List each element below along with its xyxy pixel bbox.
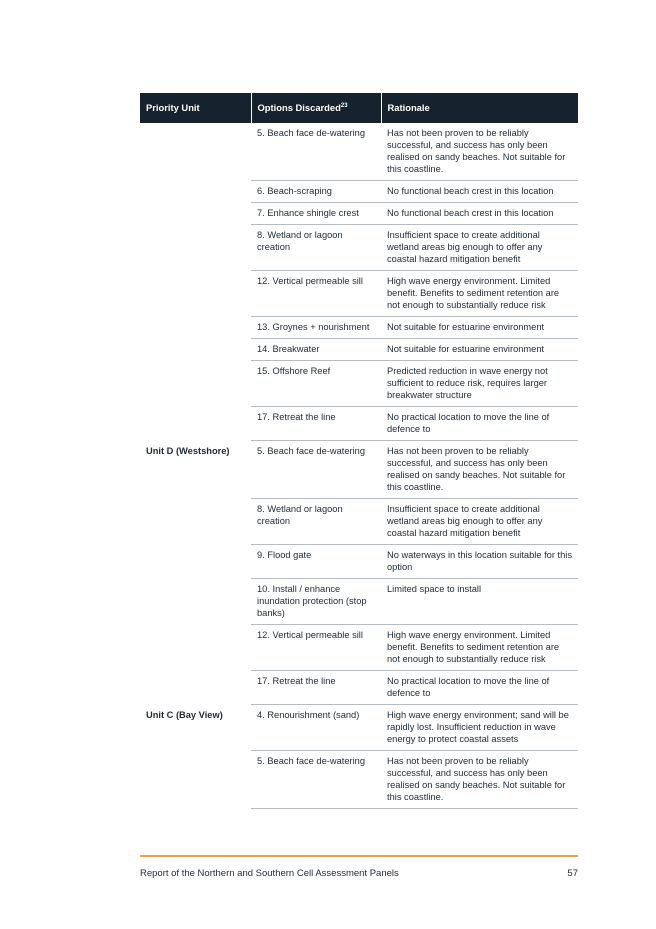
priority-unit-cell: Unit C (Bay View): [146, 709, 223, 720]
table-header: [140, 93, 578, 123]
rationale-cell: Insufficient space to create additional wetland areas big enough to offer any coastal hazard mitigation benefit: [381, 499, 578, 545]
priority-unit-cell: Unit D (Westshore): [146, 445, 230, 456]
table-header-row: [140, 93, 578, 123]
rationale-cell: High wave energy environment. Limited benefit. Benefits to sediment retention are not enough to substantially reduce risk: [381, 625, 578, 671]
table-row: [140, 705, 578, 751]
option-discarded-cell: 6. Beach-scraping: [251, 181, 381, 203]
option-discarded-cell: 4. Renourishment (sand): [251, 705, 381, 751]
rationale-cell: Has not been proven to be reliably successful, and success has only been realised on sandy beaches. Not suitable for this coastline.: [381, 751, 578, 809]
option-discarded-cell: 8. Wetland or lagoon creation: [251, 499, 381, 545]
rationale-cell: Predicted reduction in wave energy not sufficient to reduce risk, requires larger breakwater structure: [381, 361, 578, 407]
option-discarded-cell: 17. Retreat the line: [251, 407, 381, 441]
option-discarded-cell: 9. Flood gate: [251, 545, 381, 579]
rationale-cell: Has not been proven to be reliably successful, and success has only been realised on sandy beaches. Not suitable for this coastline.: [381, 123, 578, 181]
rationale-cell: No functional beach crest in this location: [381, 203, 578, 225]
table-row: [140, 441, 578, 499]
options-discarded-table: [140, 93, 578, 809]
rationale-cell: Has not been proven to be reliably successful, and success has only been realised on sandy beaches. Not suitable for this coastline.: [381, 441, 578, 499]
option-discarded-cell: 5. Beach face de-watering: [251, 123, 381, 181]
rationale-cell: High wave energy environment; sand will be rapidly lost. Insufficient reduction in wave energy to protect coastal assets: [381, 705, 578, 751]
header-priority-unit: Priority Unit: [140, 93, 251, 123]
rationale-cell: Insufficient space to create additional wetland areas big enough to offer any coastal hazard mitigation benefit: [381, 225, 578, 271]
footnote-marker: 23: [340, 102, 348, 109]
header-options-label: Options Discarded: [257, 102, 341, 113]
option-discarded-cell: 5. Beach face de-watering: [251, 751, 381, 809]
option-discarded-cell: 13. Groynes + nourishment: [251, 317, 381, 339]
option-discarded-cell: 7. Enhance shingle crest: [251, 203, 381, 225]
option-discarded-cell: 14. Breakwater: [251, 339, 381, 361]
rationale-cell: No functional beach crest in this location: [381, 181, 578, 203]
rationale-cell: Limited space to install: [381, 579, 578, 625]
option-discarded-cell: 17. Retreat the line: [251, 671, 381, 705]
priority-unit-cell: [140, 123, 251, 441]
table-row: [140, 123, 578, 181]
rationale-cell: Not suitable for estuarine environment: [381, 339, 578, 361]
option-discarded-cell: 8. Wetland or lagoon creation: [251, 225, 381, 271]
rationale-cell: Not suitable for estuarine environment: [381, 317, 578, 339]
header-rationale: Rationale: [381, 93, 578, 123]
rationale-cell: High wave energy environment. Limited benefit. Benefits to sediment retention are not enough to substantially reduce risk: [381, 271, 578, 317]
option-discarded-cell: 5. Beach face de-watering: [251, 441, 381, 499]
rationale-cell: No practical location to move the line of defence to: [381, 671, 578, 705]
option-discarded-cell: 15. Offshore Reef: [251, 361, 381, 407]
footer-report-title: Report of the Northern and Southern Cell Assessment Panels: [140, 868, 399, 879]
header-options-discarded: [251, 93, 381, 123]
rationale-cell: No practical location to move the line of defence to: [381, 407, 578, 441]
rationale-cell: No waterways in this location suitable for this option: [381, 545, 578, 579]
page-number: 57: [567, 868, 578, 879]
option-discarded-cell: 10. Install / enhance inundation protection (stop banks): [251, 579, 381, 625]
option-discarded-cell: 12. Vertical permeable sill: [251, 625, 381, 671]
table-body: [140, 123, 578, 809]
options-table-container: [140, 93, 578, 809]
footer-accent-rule: [140, 855, 578, 857]
option-discarded-cell: 12. Vertical permeable sill: [251, 271, 381, 317]
